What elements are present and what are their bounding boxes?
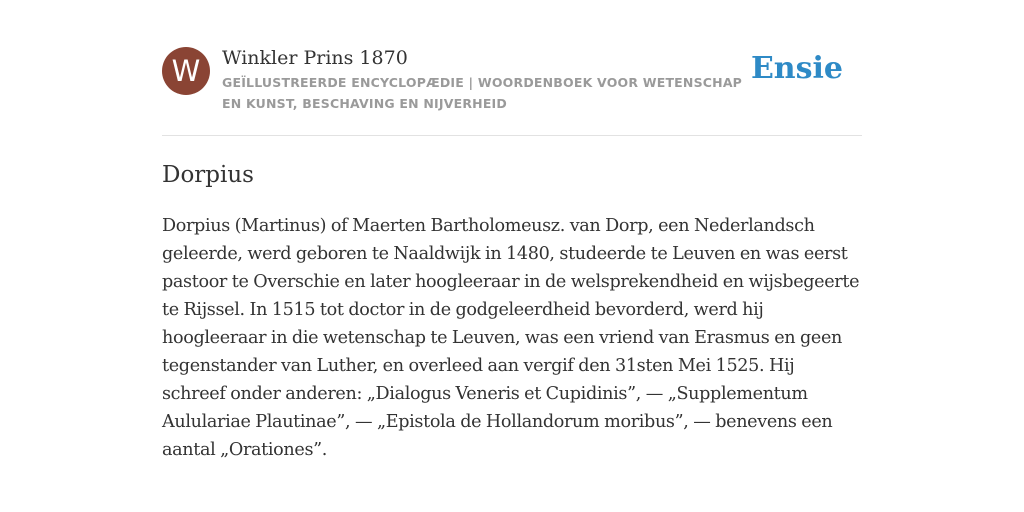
entry-body: Dorpius (Martinus) of Maerten Bartholomeusz. van Dorp, een Nederlandsch geleerde, werd geboren te Naaldwijk in 1480, studeerde te Leuven en was eerst pastoor te Overschie en later hoogleeraar in de welsprekendheid en wijsbegeerte te Rijssel. In 1515 tot doctor in de godgeleerdheid bevorderd, werd hij hoogleeraar in die wetenschap te Leuven, was een vriend van Erasmus en geen tegenstander van Luther, en overleed aan vergif den 31sten Mei 1525. Hij schreef onder anderen: „Dialogus Veneris et Cupidinis”, — „Supplementum Aululariae Plautinae”, — „Epistola de Hollandorum moribus”, — benevens een aantal „Orationes”. [162, 216, 860, 460]
source-avatar[interactable]: W [162, 47, 210, 95]
header-divider [162, 135, 862, 136]
entry-title: Dorpius [162, 162, 254, 188]
source-title[interactable]: Winkler Prins 1870 [222, 47, 408, 69]
source-header [162, 46, 862, 116]
entry-page [162, 0, 862, 512]
ensie-logo[interactable]: Ensie [750, 51, 843, 86]
source-subtitle: GEÏLLUSTREERDE ENCYCLOPÆDIE | WOORDENBOEK VOOR WETENSCHAP EN KUNST, BESCHAVING EN NIJVERHEID [222, 75, 743, 111]
